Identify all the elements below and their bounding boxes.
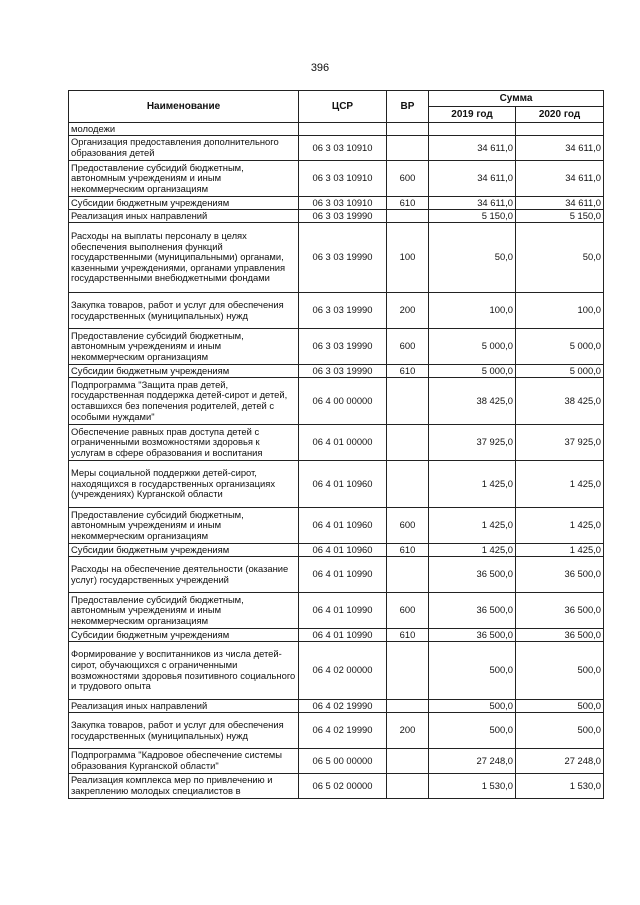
cell-2020: 36 500,0 xyxy=(516,629,604,642)
cell-2019: 5 000,0 xyxy=(429,329,516,365)
cell-csr: 06 4 00 00000 xyxy=(299,378,387,425)
cell-name: Формирование у воспитанников из числа детей-сирот, обучающихся с ограниченными возможностями здоровья позитивного социального и трудового опыта xyxy=(69,642,299,700)
cell-2020 xyxy=(516,123,604,136)
cell-2020: 5 000,0 xyxy=(516,329,604,365)
table-row xyxy=(69,713,604,749)
header-csr: ЦСР xyxy=(299,91,387,123)
cell-2020: 500,0 xyxy=(516,700,604,713)
cell-name: Предоставление субсидий бюджетным, автономным учреждениям и иным некоммерческим организациям xyxy=(69,508,299,544)
cell-name: Закупка товаров, работ и услуг для обеспечения государственных (муниципальных) нужд xyxy=(69,293,299,329)
cell-2019: 1 425,0 xyxy=(429,544,516,557)
cell-vr xyxy=(387,642,429,700)
cell-2019: 36 500,0 xyxy=(429,557,516,593)
cell-csr: 06 3 03 10910 xyxy=(299,136,387,161)
budget-table xyxy=(68,90,604,799)
table-row xyxy=(69,210,604,223)
table-row xyxy=(69,508,604,544)
header-sum: Сумма xyxy=(429,91,604,107)
cell-name: Субсидии бюджетным учреждениям xyxy=(69,197,299,210)
cell-2020: 500,0 xyxy=(516,642,604,700)
cell-2019: 1 530,0 xyxy=(429,774,516,799)
cell-2019 xyxy=(429,123,516,136)
cell-csr: 06 3 03 19990 xyxy=(299,223,387,293)
cell-csr: 06 4 01 10990 xyxy=(299,557,387,593)
table-row xyxy=(69,749,604,774)
cell-name: Реализация иных направлений xyxy=(69,210,299,223)
cell-2020: 5 000,0 xyxy=(516,365,604,378)
cell-name: Реализация иных направлений xyxy=(69,700,299,713)
table-row xyxy=(69,629,604,642)
cell-name: Расходы на обеспечение деятельности (оказание услуг) государственных учреждений xyxy=(69,557,299,593)
cell-csr: 06 4 01 10990 xyxy=(299,593,387,629)
cell-2019: 1 425,0 xyxy=(429,461,516,508)
cell-2020: 34 611,0 xyxy=(516,136,604,161)
cell-name: Субсидии бюджетным учреждениям xyxy=(69,365,299,378)
cell-vr: 200 xyxy=(387,713,429,749)
page-number: 396 xyxy=(310,62,330,74)
cell-2020: 34 611,0 xyxy=(516,197,604,210)
table-body xyxy=(69,123,604,799)
cell-2019: 500,0 xyxy=(429,713,516,749)
table-row xyxy=(69,544,604,557)
cell-vr xyxy=(387,461,429,508)
cell-2020: 50,0 xyxy=(516,223,604,293)
header-name: Наименование xyxy=(69,91,299,123)
cell-2019: 500,0 xyxy=(429,700,516,713)
cell-2019: 5 000,0 xyxy=(429,365,516,378)
table-row xyxy=(69,378,604,425)
cell-2019: 36 500,0 xyxy=(429,593,516,629)
table-row xyxy=(69,223,604,293)
cell-csr: 06 5 02 00000 xyxy=(299,774,387,799)
cell-2019: 38 425,0 xyxy=(429,378,516,425)
cell-2019: 5 150,0 xyxy=(429,210,516,223)
cell-2019: 34 611,0 xyxy=(429,197,516,210)
cell-2020: 36 500,0 xyxy=(516,557,604,593)
cell-name: Меры социальной поддержки детей-сирот, находящихся в государственных организациях (учреждениях) Курганской области xyxy=(69,461,299,508)
table-row xyxy=(69,425,604,461)
cell-csr: 06 4 02 19990 xyxy=(299,700,387,713)
table-row xyxy=(69,593,604,629)
table-row xyxy=(69,774,604,799)
cell-2020: 100,0 xyxy=(516,293,604,329)
cell-2019: 1 425,0 xyxy=(429,508,516,544)
cell-name: Субсидии бюджетным учреждениям xyxy=(69,544,299,557)
cell-vr: 600 xyxy=(387,161,429,197)
table-row xyxy=(69,197,604,210)
cell-vr: 610 xyxy=(387,365,429,378)
cell-2020: 5 150,0 xyxy=(516,210,604,223)
table-row xyxy=(69,293,604,329)
cell-csr: 06 4 01 10960 xyxy=(299,508,387,544)
cell-csr: 06 4 01 10960 xyxy=(299,544,387,557)
cell-2020: 36 500,0 xyxy=(516,593,604,629)
cell-2019: 50,0 xyxy=(429,223,516,293)
cell-csr: 06 4 01 10990 xyxy=(299,629,387,642)
cell-2020: 27 248,0 xyxy=(516,749,604,774)
cell-name: Предоставление субсидий бюджетным, автономным учреждениям и иным некоммерческим организациям xyxy=(69,593,299,629)
cell-csr: 06 4 01 10960 xyxy=(299,461,387,508)
cell-vr xyxy=(387,123,429,136)
cell-name: Реализация комплекса мер по привлечению и закреплению молодых специалистов в xyxy=(69,774,299,799)
cell-name: Расходы на выплаты персоналу в целях обеспечения выполнения функций государственными (муниципальными) органами, казенными учреждениями, органами управления государственными внебюджетными фондами xyxy=(69,223,299,293)
cell-vr: 610 xyxy=(387,197,429,210)
cell-csr: 06 5 00 00000 xyxy=(299,749,387,774)
cell-vr: 600 xyxy=(387,329,429,365)
cell-vr xyxy=(387,774,429,799)
cell-2020: 37 925,0 xyxy=(516,425,604,461)
table-row xyxy=(69,557,604,593)
cell-vr xyxy=(387,425,429,461)
table-row xyxy=(69,642,604,700)
cell-csr: 06 3 03 19990 xyxy=(299,365,387,378)
cell-2019: 100,0 xyxy=(429,293,516,329)
cell-csr: 06 3 03 19990 xyxy=(299,329,387,365)
cell-vr xyxy=(387,700,429,713)
table-header xyxy=(69,91,604,123)
cell-csr: 06 4 02 19990 xyxy=(299,713,387,749)
cell-2020: 1 530,0 xyxy=(516,774,604,799)
cell-vr xyxy=(387,557,429,593)
cell-2019: 500,0 xyxy=(429,642,516,700)
cell-2020: 1 425,0 xyxy=(516,508,604,544)
cell-2019: 36 500,0 xyxy=(429,629,516,642)
cell-2019: 37 925,0 xyxy=(429,425,516,461)
cell-vr xyxy=(387,749,429,774)
cell-vr xyxy=(387,210,429,223)
table-row xyxy=(69,329,604,365)
header-2019: 2019 год xyxy=(429,107,516,123)
cell-csr xyxy=(299,123,387,136)
cell-csr: 06 4 02 00000 xyxy=(299,642,387,700)
cell-vr xyxy=(387,378,429,425)
cell-csr: 06 3 03 10910 xyxy=(299,161,387,197)
cell-2019: 34 611,0 xyxy=(429,161,516,197)
cell-csr: 06 3 03 19990 xyxy=(299,210,387,223)
cell-name: Обеспечение равных прав доступа детей с ограниченными возможностями здоровья к услугам в сфере образования и воспитания xyxy=(69,425,299,461)
cell-name: Субсидии бюджетным учреждениям xyxy=(69,629,299,642)
cell-2020: 500,0 xyxy=(516,713,604,749)
cell-csr: 06 3 03 19990 xyxy=(299,293,387,329)
cell-name: Подпрограмма "Кадровое обеспечение системы образования Курганской области" xyxy=(69,749,299,774)
cell-vr xyxy=(387,136,429,161)
cell-name: молодежи xyxy=(69,123,299,136)
cell-2020: 34 611,0 xyxy=(516,161,604,197)
cell-csr: 06 3 03 10910 xyxy=(299,197,387,210)
cell-2020: 38 425,0 xyxy=(516,378,604,425)
cell-name: Предоставление субсидий бюджетным, автономным учреждениям и иным некоммерческим организациям xyxy=(69,161,299,197)
cell-2019: 27 248,0 xyxy=(429,749,516,774)
cell-vr: 600 xyxy=(387,593,429,629)
cell-name: Предоставление субсидий бюджетным, автономным учреждениям и иным некоммерческим организациям xyxy=(69,329,299,365)
cell-2020: 1 425,0 xyxy=(516,544,604,557)
cell-name: Закупка товаров, работ и услуг для обеспечения государственных (муниципальных) нужд xyxy=(69,713,299,749)
cell-vr: 600 xyxy=(387,508,429,544)
table-row xyxy=(69,161,604,197)
cell-vr: 200 xyxy=(387,293,429,329)
cell-2020: 1 425,0 xyxy=(516,461,604,508)
cell-vr: 100 xyxy=(387,223,429,293)
table-row xyxy=(69,136,604,161)
table-row xyxy=(69,700,604,713)
cell-vr: 610 xyxy=(387,629,429,642)
cell-vr: 610 xyxy=(387,544,429,557)
cell-name: Организация предоставления дополнительного образования детей xyxy=(69,136,299,161)
table-row xyxy=(69,461,604,508)
header-2020: 2020 год xyxy=(516,107,604,123)
table-row xyxy=(69,365,604,378)
header-vr: ВР xyxy=(387,91,429,123)
cell-csr: 06 4 01 00000 xyxy=(299,425,387,461)
cell-name: Подпрограмма "Защита прав детей, государственная поддержка детей-сирот и детей, оставшихся без попечения родителей, детей с особыми нуждами" xyxy=(69,378,299,425)
table-row xyxy=(69,123,604,136)
cell-2019: 34 611,0 xyxy=(429,136,516,161)
